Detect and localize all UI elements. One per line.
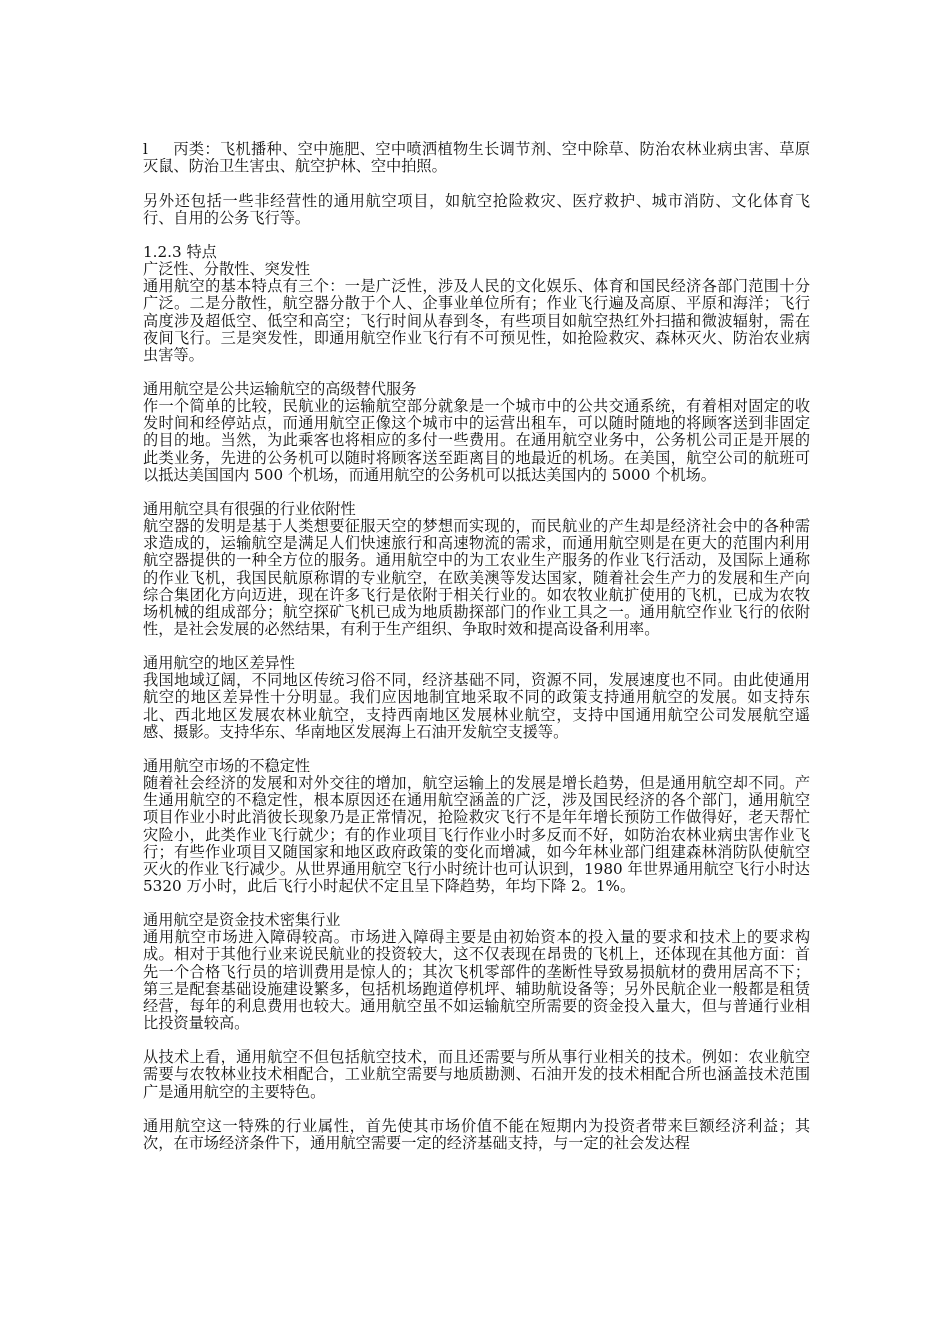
block-heading: 通用航空市场的不稳定性 (143, 757, 311, 776)
section-body: 通用航空的基本特点有三个：一是广泛性，涉及人民的文化娱乐、体育和国民经济各部门范围十分广泛。二是分散性，航空器分散于个人、企事业单位所有；作业飞行遍及高原、平原和海洋；飞行高度涉及超低空、低空和高空；飞行时间从春到冬，有些项目如航空热红外扫描和微波辐射，需在夜间飞行。三是突发性，即通用航空作业飞行有不可预见性，如抢险救灾、森林灭火、防治农业病虫害等。 (143, 277, 810, 364)
block-heading: 通用航空的地区差异性 (143, 654, 295, 673)
block-body: 航空器的发明是基于人类想要征服天空的梦想而实现的，而民航业的产生却是经济社会中的各种需求造成的，运输航空是满足人们快速旅行和高速物流的需求，而通用航空则是在更大的范围内利用航空器提供的一种全方位的服务。通用航空中的为工农业生产服务的作业飞行活动，及国际上通称的作业飞机，我国民航原称谓的专业航空，在欧美澳等发达国家，随着社会生产力的发展和生产向综合集团化方向迈进，现在许多飞行是依附于相关行业的。如农牧业航扩使用的飞机，已成为农牧场机械的组成部分；航空探矿飞机已成为地质勘探部门的作业工具之一。通用航空作业飞行的依附性，是社会发展的必然结果，有利于生产组织、争取时效和提高设备利用率。 (143, 517, 810, 638)
block-technology (143, 1049, 810, 1100)
bullet-marker: l (143, 140, 148, 158)
section-number-title: 1.2.3 特点 (143, 243, 217, 262)
block-body: 我国地域辽阔，不同地区传统习俗不同，经济基础不同，资源不同，发展速度也不同。由此使通用航空的地区差异性十分明显。我们应因地制宜地采取不同的政策支持通用航空的发展。如支持东北、西北地区发展农林业航空，支持西南地区发展林业航空，支持中国通用航空公司发展航空遥感、摄影。支持华东、华南地区发展海上石油开发航空支援等。 (143, 671, 810, 741)
bullet-paragraph (143, 141, 810, 175)
block-body: 通用航空这一特殊的行业属性，首先使其市场价值不能在短期内为投资者带来巨额经济利益；其次，在市场经济条件下，通用航空需要一定的经济基础支持，与一定的社会发达程 (143, 1117, 810, 1153)
extra-paragraph: 另外还包括一些非经营性的通用航空项目，如航空抢险救灾、医疗救护、城市消防、文化体育飞行、自用的公务飞行等。 (143, 191, 810, 227)
section-features (143, 244, 810, 364)
document-page (143, 141, 810, 1170)
block-industry-dependence (143, 501, 810, 638)
block-heading: 通用航空具有很强的行业依附性 (143, 500, 356, 519)
block-body: 从技术上看，通用航空不但包括航空技术，而且还需要与所从事行业相关的技术。例如：农业航空需要与农牧林业技术相配合，工业航空需要与地质勘测、石油开发的技术相配合所也涵盖技术范围广是通用航空的主要特色。 (143, 1048, 810, 1101)
block-industry-attribute (143, 1118, 810, 1152)
block-body: 通用航空市场进入障碍较高。市场进入障碍主要是由初始资本的投入量的要求和技术上的要求构成。相对于其他行业来说民航业的投资较大，这不仅表现在昂贵的飞机上，还体现在其他方面：首先一个合格飞行员的培训费用是惊人的；其次飞机零部件的垄断性导致易损航材的费用居高不下；第三是配套基础设施建设繁多，包括机场跑道停机坪、辅助航设备等；另外民航企业一般都是租赁经营，每年的利息费用也较大。通用航空虽不如运输航空所需要的资金投入量大，但与普通行业相比投资量较高。 (143, 928, 810, 1032)
block-replacement-service (143, 381, 810, 484)
bullet-text: 丙类：飞机播种、空中施肥、空中喷洒植物生长调节剂、空中除草、防治农林业病虫害、草原灭鼠、防治卫生害虫、航空护林、空中拍照。 (143, 140, 810, 176)
block-body: 作一个简单的比较，民航业的运输航空部分就象是一个城市中的公共交通系统，有着相对固定的收发时间和经停站点，而通用航空正像这个城市中的运营出租车，可以随时随地的将顾客送到非固定的目的地。当然，为此乘客也将相应的多付一些费用。在通用航空业务中，公务机公司正是开展的此类业务，先进的公务机可以随时将顾客送至距离目的地最近的机场。在美国，航空公司的航班可以抵达美国国内 500 个机场，而通用航空的公务机可以抵达美国内的 5000 个机场。 (143, 397, 810, 484)
block-body: 随着社会经济的发展和对外交往的增加，航空运输上的发展是增长趋势，但是通用航空却不同。产生通用航空的不稳定性，根本原因还在通用航空涵盖的广泛，涉及国民经济的各个部门，通用航空项目作业小时此消彼长现象乃是正常情况，抢险救灾飞行不是年年增长预防工作做得好，老天帮忙灾险小，此类作业飞行就少；有的作业项目飞行作业小时多反而不好，如防治农林业病虫害作业飞行；有些作业项目又随国家和地区政府政策的变化而增减，如今年林业部门组建森林消防队使航空灭火的作业飞行减少。从世界通用航空飞行小时统计也可认识到，1980 年世界通用航空飞行小时达 5320 万小时，此后飞行小时起伏不定且呈下降趋势，年均下降 2。1%。 (143, 774, 810, 895)
block-heading: 通用航空是资金技术密集行业 (143, 911, 341, 930)
block-market-instability (143, 758, 810, 895)
block-heading: 通用航空是公共运输航空的高级替代服务 (143, 380, 417, 399)
section-subtitle: 广泛性、分散性、突发性 (143, 260, 311, 279)
block-regional-difference (143, 655, 810, 740)
block-capital-intensive (143, 912, 810, 1032)
